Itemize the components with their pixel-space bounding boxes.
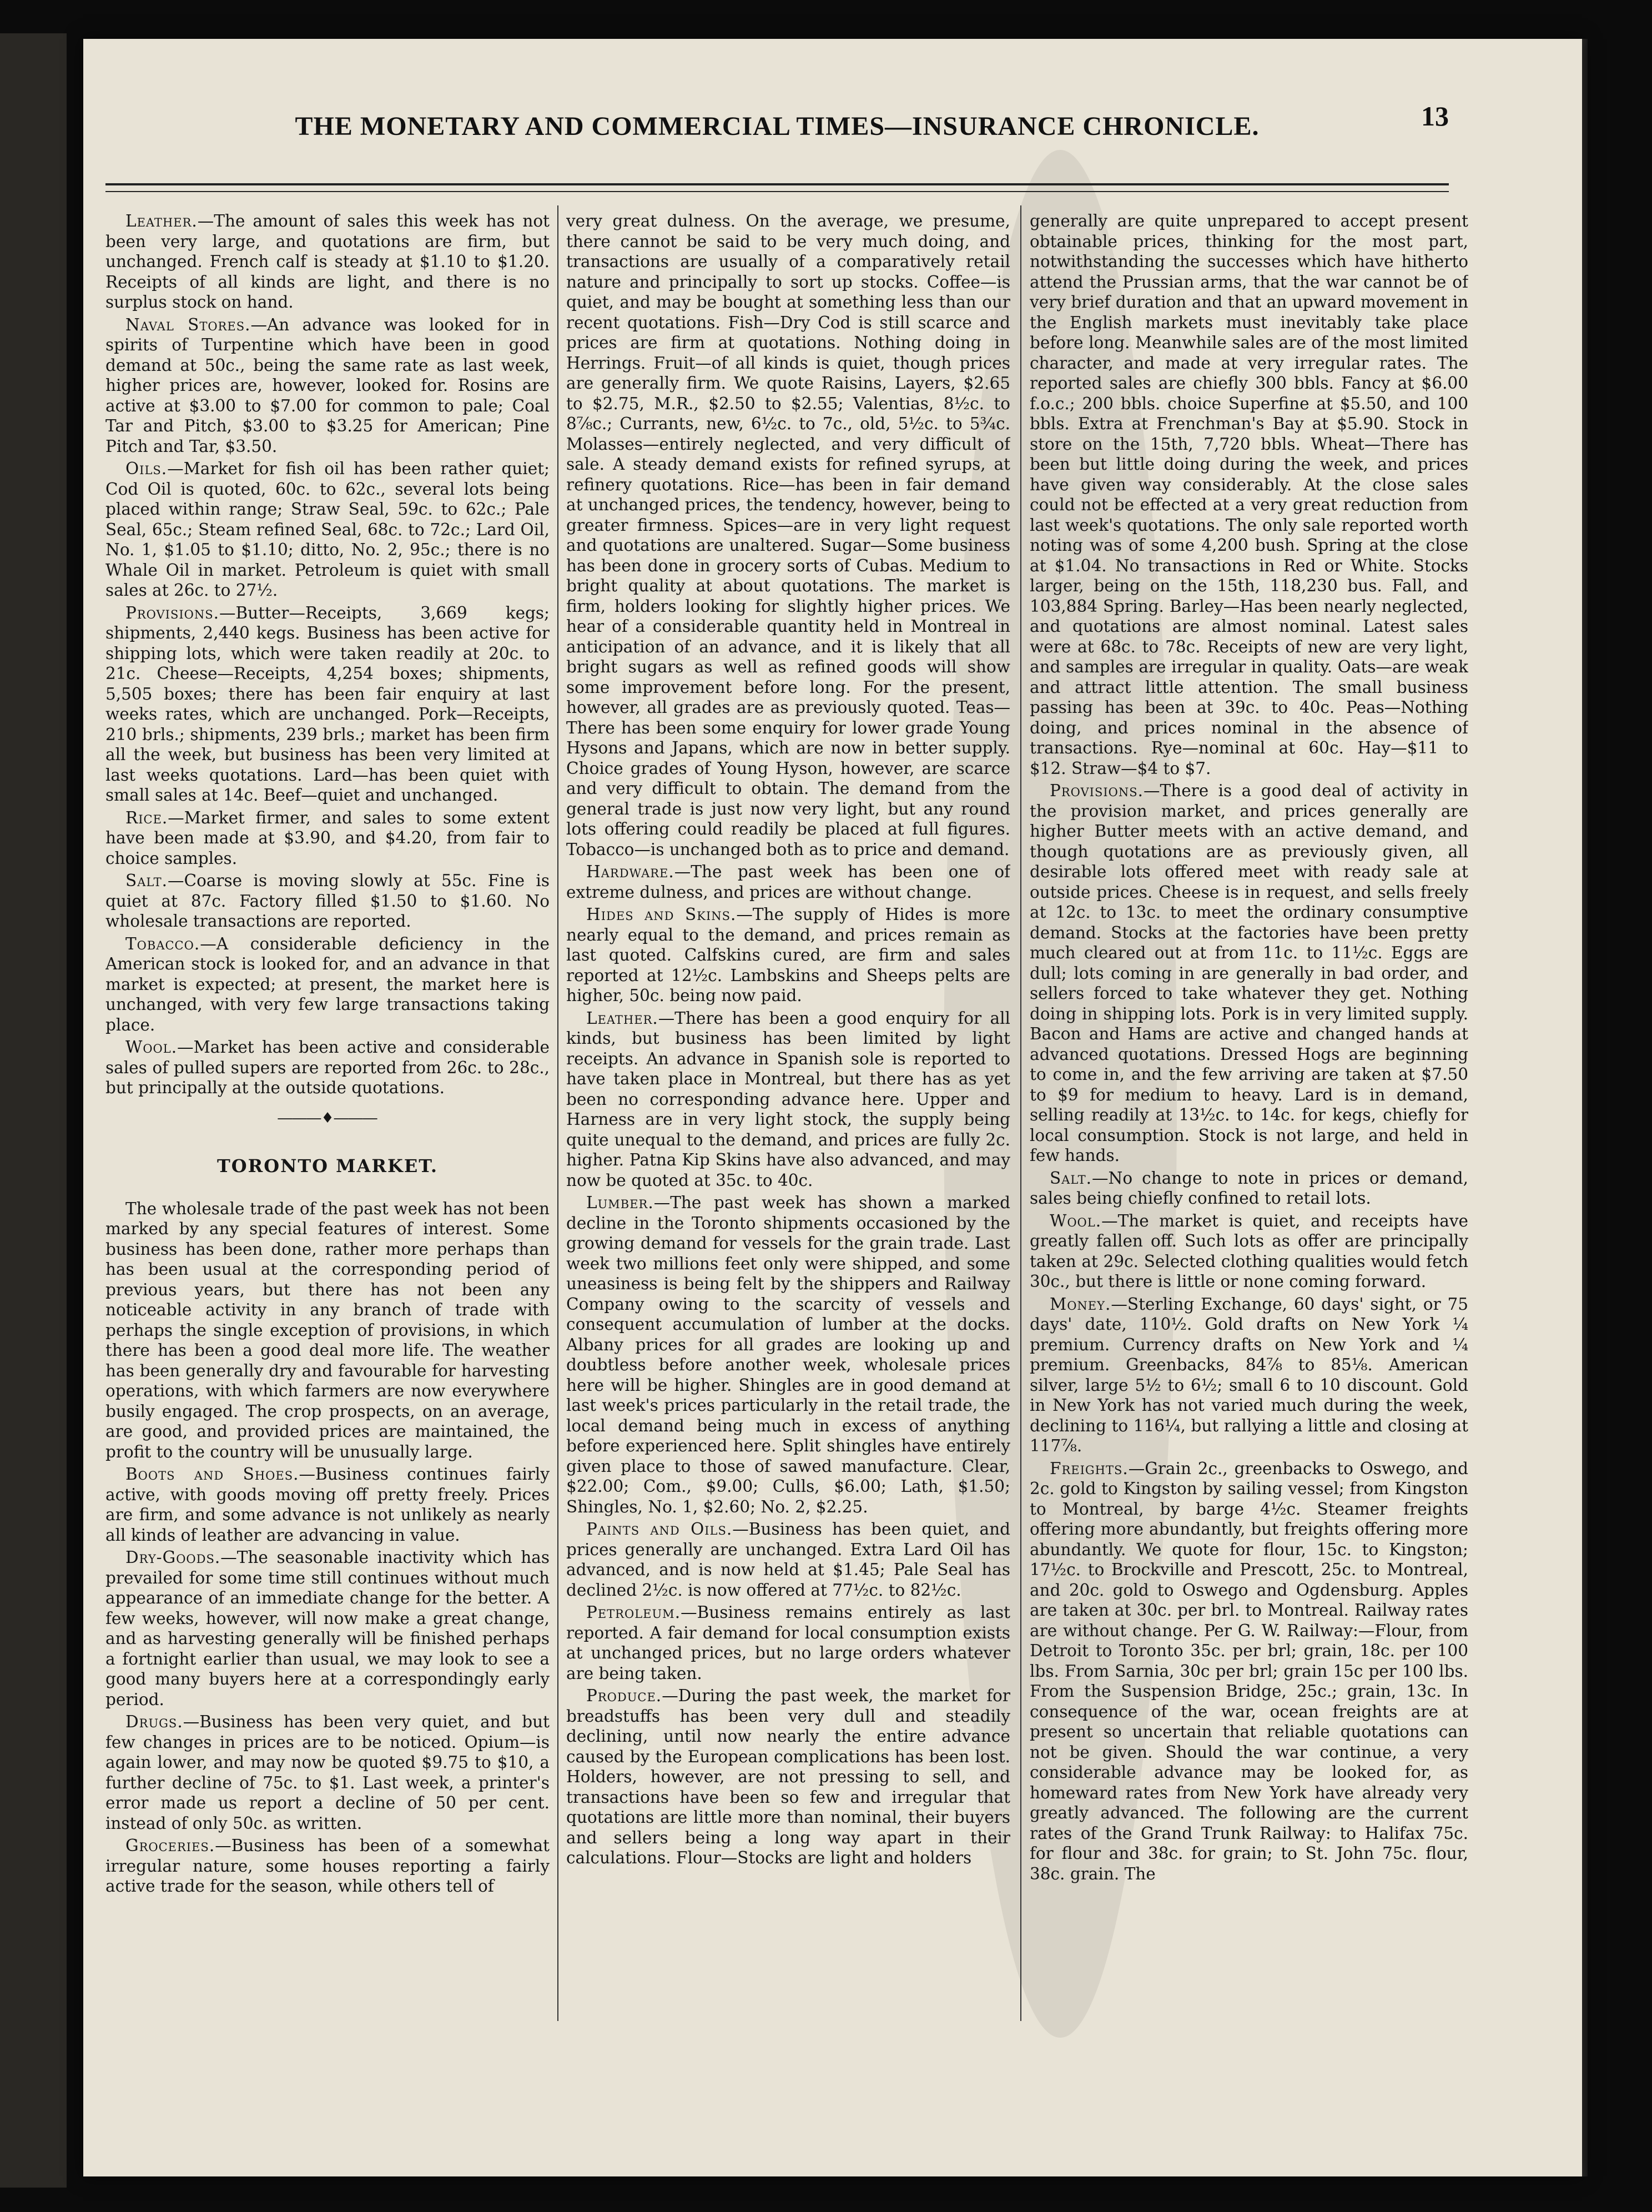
column-3: [1030, 211, 1468, 2021]
header-rule: [105, 183, 1449, 185]
article-hides-skins: Hides and Skins.—The supply of Hides is more nearly equal to the demand, and prices remain as last quoted. Calfskins cured, are firm and sales reported at 12½c. Lambskins and Sheeps pelts are higher, 50c. being now paid.: [566, 905, 1010, 1005]
article-lumber: Lumber.—The past week has shown a marked decline in the Toronto shipments occasioned by the growing demand for vessels for the grain trade. Last week two millions feet only were shipped, and some uneasiness is being felt by the shippers and Railway Company owing to the scarcity of vessels and consequent accumulation of lumber at the docks. Albany prices for all grades are looking up and doubtless before another week, wholesale prices here will be higher. Shingles are in good demand at last week's prices particularly in the retail trade, the local demand being much in excess of anything before experienced here. Split shingles have entirely given place to those of sawed manufacture. Clear, $22.00; Com., $9.00; Culls, $6.00; Lath, $1.50; Shingles, No. 1, $2.60; No. 2, $2.25.: [566, 1193, 1010, 1516]
header-rule-thin: [105, 191, 1449, 192]
column-divider: [1020, 205, 1021, 2021]
article-salt-toronto: Salt.—No change to note in prices or demand, sales being chiefly confined to retail lots.: [1030, 1168, 1468, 1208]
previous-page-edge: [0, 33, 67, 2188]
section-heading: TORONTO MARKET.: [216, 1155, 439, 1177]
article-leather-toronto: Leather.—There has been a good enquiry for all kinds, but business has been limited by light receipts. An advance in Spanish sole is reported to have taken place in Montreal, but there has as yet been no corresponding advance here. Upper and Harness are in very light stock, the supply being quite unequal to the demand, and prices are fully 2c. higher. Patna Kip Skins have also advanced, and may now be quoted at 35c. to 40c.: [566, 1008, 1010, 1190]
article-petroleum: Petroleum.—Business remains entirely as last reported. A fair demand for local consumption exists at unchanged prices, but no large orders whatever are being taken.: [566, 1603, 1010, 1683]
article-produce-cont: generally are quite unprepared to accept present obtainable prices, thinking for the most part, notwithstanding the successes which have hitherto attend the Prussian arms, that the war cannot be of very brief duration and that an upward movement in the English markets must inevitably take place before long. Meanwhile sales are of the most limited character, and made at very irregular rates. The reported sales are chiefly 300 bbls. Fancy at $6.00 f.o.c.; 200 bbls. choice Superfine at $5.50, and 100 bbls. Extra at Frenchman's Bay at $5.90. Stock in store on the 15th, 7,720 bbls. Wheat—There has been but little doing during the week, and prices have given way considerably. At the close sales could not be effected at a very great reduction from last week's quotations. The only sale reported worth noting was of some 4,200 bush. Spring at the close at $1.04. No transactions in Red or White. Stocks larger, being on the 15th, 118,230 bus. Fall, and 103,884 Spring. Barley—Has been nearly neglected, and quotations are almost nominal. Latest sales were at 68c. to 78c. Receipts of new are very light, and samples are irregular in quality. Oats—are weak and attract little attention. The small business passing has been at 39c. to 40c. Peas—Nothing doing, and prices nominal in the absence of transactions. Rye—nominal at 60c. Hay—$11 to $12. Straw—$4 to $7.: [1030, 212, 1468, 778]
article-oils: Oils.—Market for fish oil has been rather quiet; Cod Oil is quoted, 60c. to 62c., several lots being placed within range; Straw Seal, 59c. to 62c.; Pale Seal, 65c.; Steam refined Seal, 68c. to 72c.; Lard Oil, No. 1, $1.05 to $1.10; ditto, No. 2, 95c.; there is no Whale Oil in market. Petroleum is quiet with small sales at 26c. to 27½.: [105, 459, 550, 600]
section-ornament: ―――♦―――: [278, 1109, 377, 1127]
article-wool-toronto: Wool.—The market is quiet, and receipts have greatly fallen off. Such lots as offer are principally taken at 29c. Selected clothing qualities would fetch 30c., but there is little or none coming forward.: [1030, 1211, 1468, 1291]
article-provisions-toronto: Provisions.—There is a good deal of activity in the provision market, and prices generally are higher Butter meets with an active demand, and though quotations are as previously given, all desirable lots offered meet with ready sale at outside prices. Cheese is in request, and sells freely at 12c. to 13c. to meet the ordinary consumptive demand. Stocks at the factories have been pretty much cleared out at from 11c. to 11½c. Eggs are dull; lots coming in are generally in bad order, and sellers forced to take whatever they get. Nothing doing in shipping lots. Pork is in very limited supply. Bacon and Hams are active and changed hands at advanced quotations. Dressed Hogs are beginning to come in, and the few arriving are taken at $7.50 to $9 for medium to heavy. Lard is in demand, selling readily at 13½c. to 14c. for kegs, chiefly for local consumption. Stock is not large, and held in few hands.: [1030, 781, 1468, 1165]
article-groceries: Groceries.—Business has been of a somewhat irregular nature, some houses reporting a fairly active trade for the season, while others tell of: [105, 1836, 550, 1896]
page-header: [105, 100, 1449, 155]
page-number: 13: [1421, 100, 1449, 132]
article-wool: Wool.—Market has been active and considerable sales of pulled supers are reported from 26c. to 28c., but principally at the outside quotations.: [105, 1038, 550, 1097]
article-naval-stores: Naval Stores.—An advance was looked for in spirits of Turpentine which have been in good demand at 50c., being the same rate as last week, higher prices are, however, looked for. Rosins are active at $3.00 to $7.00 for common to pale; Coal Tar and Pitch, $3.00 to $3.25 for American; Pine Pitch and Tar, $3.50.: [105, 315, 550, 456]
page-title: THE MONETARY AND COMMERCIAL TIMES—INSURANCE CHRONICLE.: [295, 112, 1260, 141]
article-tobacco: Tobacco.—A considerable deficiency in the American stock is looked for, and an advance in that market is expected; at present, the market here is unchanged, with very few large transactions taking place.: [105, 934, 550, 1034]
column-2: [566, 211, 1010, 2021]
article-rice: Rice.—Market firmer, and sales to some extent have been made at $3.90, and $4.20, from fair to choice samples.: [105, 808, 550, 868]
article-salt: Salt.—Coarse is moving slowly at 55c. Fine is quiet at 87c. Factory filled $1.50 to $1.60. No wholesale transactions are reported.: [105, 871, 550, 931]
article-toronto-intro: The wholesale trade of the past week has not been marked by any special features of interest. Some business has been done, rather more perhaps than has been usual at the corresponding period of previous years, but there has not been any noticeable activity in any branch of trade with perhaps the single exception of provisions, in which there has been a good deal more life. The weather has been generally dry and favourable for harvesting operations, with which farmers are now everywhere busily engaged. The crop prospects, on an average, are good, and provided prices are maintained, the profit to the country will be unusually large.: [105, 1199, 550, 1461]
article-hardware: Hardware.—The past week has been one of extreme dulness, and prices are without change.: [566, 862, 1010, 902]
article-dry-goods: Dry-Goods.—The seasonable inactivity which has prevailed for some time still continues without much appearance of an immediate change for the better. A few weeks, however, will now make a great change, and as harvesting generally will be finished perhaps a fortnight earlier than usual, we may look to see a good many buyers here at a correspondingly early period.: [105, 1548, 550, 1709]
article-drugs: Drugs.—Business has been very quiet, and but few changes in prices are to be noticed. Opium—is again lower, and may now be quoted $9.75 to $10, a further decline of 75c. to $1. Last week, a printer's error made us report a decline of 50 per cent. instead of only 50c. as written.: [105, 1712, 550, 1833]
article-freights: Freights.—Grain 2c., greenbacks to Oswego, and 2c. gold to Kingston by sailing vessel; from Kingston to Montreal, by barge 4½c. Steamer freights offering more abundantly, but freights offering more abundantly. We quote for flour, 15c. to Kingston; 17½c. to Brockville and Prescott, 25c. to Montreal, and 20c. gold to Oswego and Ogdensburg. Apples are taken at 30c. per brl. to Montreal. Railway rates are without change. Per G. W. Railway:—Flour, from Detroit to Toronto 35c. per brl; grain, 18c. per 100 lbs. From Sarnia, 30c per brl; grain 15c per 100 lbs. From the Suspension Bridge, 25c.; grain, 13c. In consequence of the war, ocean freights are at present so uncertain that reliable quotations can not be given. Should the war continue, a very considerable advance may be looked for, as homeward rates from New York have already very greatly advanced. The following are the current rates of the Grand Trunk Railway: to Halifax 75c. for flour and 38c. for grain; to St. John 75c. flour, 38c. grain. The: [1030, 1459, 1468, 1883]
article-money: Money.—Sterling Exchange, 60 days' sight, or 75 days' date, 110½. Gold drafts on New York ¼ premium. Currency drafts on New York and ¼ premium. Greenbacks, 84⅞ to 85⅛. American silver, large 5½ to 6½; small 6 to 10 discount. Gold in New York has not varied much during the week, declining to 116¼, but rallying a little and closing at 117⅞.: [1030, 1294, 1468, 1455]
article-boots-shoes: Boots and Shoes.—Business continues fairly active, with goods moving off pretty freely. Prices are firm, and some advance is not unlikely as nearly all kinds of leather are advancing in value.: [105, 1465, 550, 1545]
article-provisions: Provisions.—Butter—Receipts, 3,669 kegs; shipments, 2,440 kegs. Business has been active for shipping lots, which were taken readily at 20c. to 21c. Cheese—Receipts, 4,254 boxes; shipments, 5,505 boxes; there has been fair enquiry at last weeks rates, which are unchanged. Pork—Receipts, 210 brls.; shipments, 239 brls.; market has been firm all the week, but business has been very limited at last weeks quotations. Lard—has been quiet with small sales at 14c. Beef—quiet and unchanged.: [105, 603, 550, 805]
article-groceries-cont: very great dulness. On the average, we presume, there cannot be said to be very much doing, and transactions are usually of a comparatively retail nature and principally to sort up stocks. Coffee—is quiet, and may be bought at something less than our recent quotations. Fish—Dry Cod is still scarce and prices are firm at quotations. Nothing doing in Herrings. Fruit—of all kinds is quiet, though prices are generally firm. We quote Raisins, Layers, $2.65 to $2.75, M.R., $2.50 to $2.55; Valentias, 8½c. to 8⅞c.; Currants, new, 6½c. to 7c., old, 5½c. to 5¾c. Molasses—entirely neglected, and very difficult of sale. A steady demand exists for refined syrups, at refinery quotations. Rice—has been in fair demand at unchanged prices, the tendency, however, being to greater firmness. Spices—are in very light request and quotations are unaltered. Sugar—Some business has been done in grocery sorts of Cubas. Medium to bright quality at about quotations. The market is firm, holders looking for slightly higher prices. We hear of a considerable quantity held in Montreal in anticipation of an advance, and it is likely that all bright sugars as well as refined goods will show some improvement before long. For the present, however, all grades are as previously quoted. Teas—There has been some enquiry for lower grade Young Hysons and Japans, which are now in better supply. Choice grades of Young Hyson, however, are scarce and very difficult to obtain. The demand from the general trade is just now very light, but any round lots offering could readily be placed at full figures. Tobacco—is unchanged both as to price and demand.: [566, 212, 1010, 859]
article-produce: Produce.—During the past week, the market for breadstuffs has been very dull and steadily declining, until now nearly the entire advance caused by the European complications has been lost. Holders, however, are not pressing to sell, and transactions have been so few and irregular that quotations are little more than nominal, their buyers and sellers being a long way apart in their calculations. Flour—Stocks are light and holders: [566, 1686, 1010, 1867]
article-paints-oils: Paints and Oils.—Business has been quiet, and prices generally are unchanged. Extra Lard Oil has advanced, and is now held at $1.45; Pale Seal has declined 2½c. is now offered at 77½c. to 82½c.: [566, 1520, 1010, 1600]
article-leather: Leather.—The amount of sales this week has not been very large, and quotations are firm, but unchanged. French calf is steady at $1.10 to $1.20. Receipts of all kinds are light, and there is no surplus stock on hand.: [105, 212, 550, 311]
column-1: [105, 211, 550, 2021]
column-divider: [557, 205, 558, 2021]
